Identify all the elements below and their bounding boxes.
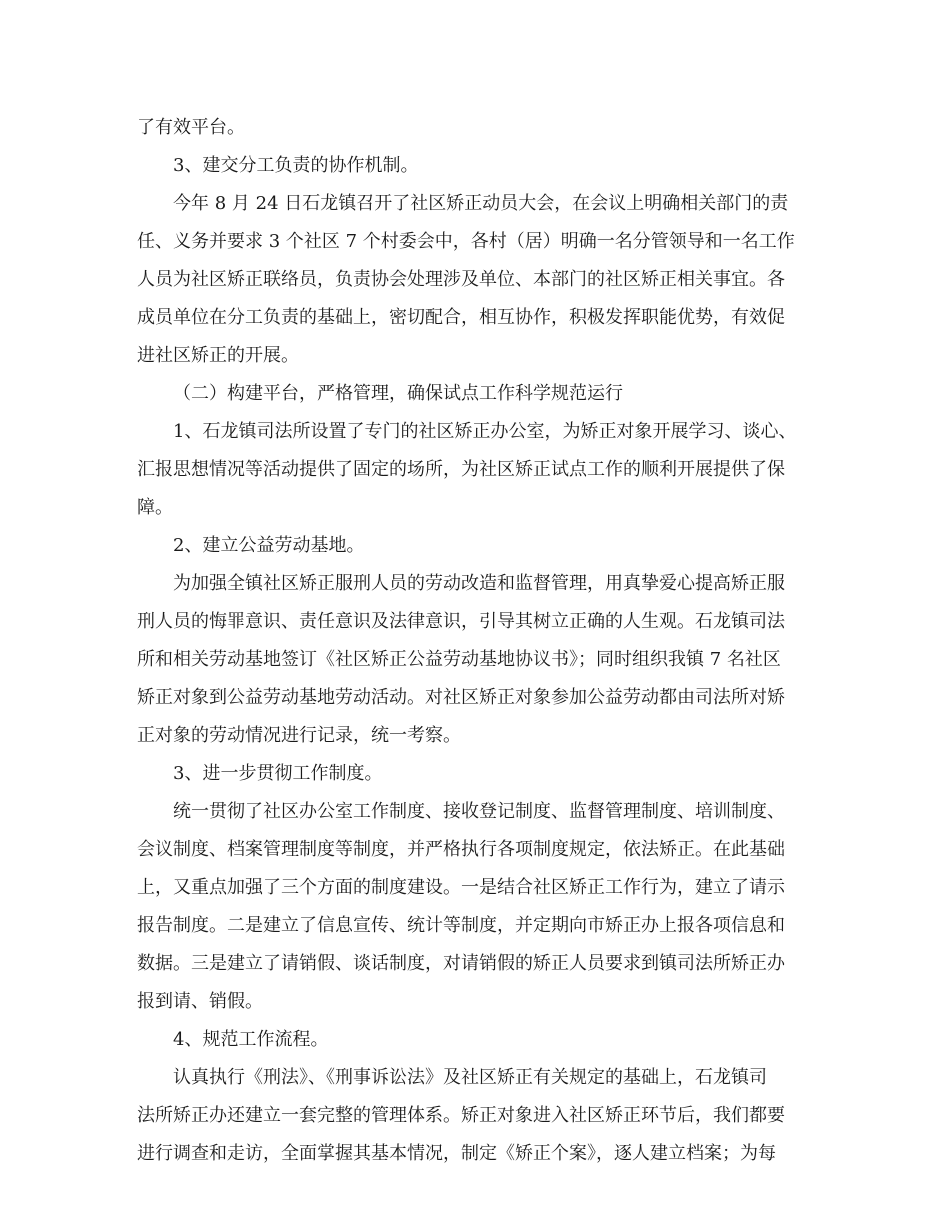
text-line: 汇报思想情况等活动提供了固定的场所，为社区矫正试点工作的顺利开展提供了保 [137,459,785,480]
text-line: 进社区矫正的开展。 [137,345,299,366]
text-line: 正对象的劳动情况进行记录，统一考察。 [137,725,461,746]
text-line: 统一贯彻了社区办公室工作制度、接收登记制度、监督管理制度、培训制度、 [173,801,785,822]
text-line: 障。 [137,497,173,518]
text-line: 所和相关劳动基地签订《社区矫正公益劳动基地协议书》；同时组织我镇 7 名社区 [137,649,781,670]
text-line: 了有效平台。 [137,117,245,138]
text-line: 报告制度。二是建立了信息宣传、统计等制度，并定期向市矫正办上报各项信息和 [137,915,785,936]
text-line: 会议制度、档案管理制度等制度，并严格执行各项制度规定，依法矫正。在此基础 [137,839,785,860]
section-heading: （二）构建平台，严格管理，确保试点工作科学规范运行 [173,383,623,404]
text-line: 2、建立公益劳动基地。 [173,535,365,556]
text-line: 成员单位在分工负责的基础上，密切配合，相互协作，积极发挥职能优势，有效促 [137,307,785,328]
text-line: 1、石龙镇司法所设置了专门的社区矫正办公室，为矫正对象开展学习、谈心、 [173,421,797,442]
text-line: 认真执行《刑法》、《刑事诉讼法》及社区矫正有关规定的基础上，石龙镇司 [173,1067,767,1088]
text-line: 报到请、销假。 [137,991,263,1012]
text-line: 上，又重点加强了三个方面的制度建设。一是结合社区矫正工作行为，建立了请示 [137,877,785,898]
text-line: 3、进一步贯彻工作制度。 [173,763,383,784]
text-line: 进行调查和走访，全面掌握其基本情况，制定《矫正个案》，逐人建立档案；为每 [137,1143,776,1164]
text-line: 3、建交分工负责的协作机制。 [173,155,419,176]
text-line: 今年 8 月 24 日石龙镇召开了社区矫正动员大会，在会议上明确相关部门的责 [173,193,789,214]
text-line: 为加强全镇社区矫正服刑人员的劳动改造和监督管理，用真挚爱心提高矫正服 [173,573,785,594]
text-line: 任、义务并要求 3 个社区 7 个村委会中，各村（居）明确一名分管领导和一名工作 [137,231,795,252]
text-line: 人员为社区矫正联络员，负责协会处理涉及单位、本部门的社区矫正相关事宜。各 [137,269,785,290]
text-line: 刑人员的悔罪意识、责任意识及法律意识，引导其树立正确的人生观。石龙镇司法 [137,611,785,632]
text-line: 4、规范工作流程。 [173,1029,329,1050]
text-line: 法所矫正办还建立一套完整的管理体系。矫正对象进入社区矫正环节后，我们都要 [137,1105,785,1126]
text-line: 矫正对象到公益劳动基地劳动活动。对社区矫正对象参加公益劳动都由司法所对矫 [137,687,785,708]
text-line: 数据。三是建立了请销假、谈话制度，对请销假的矫正人员要求到镇司法所矫正办 [137,953,785,974]
